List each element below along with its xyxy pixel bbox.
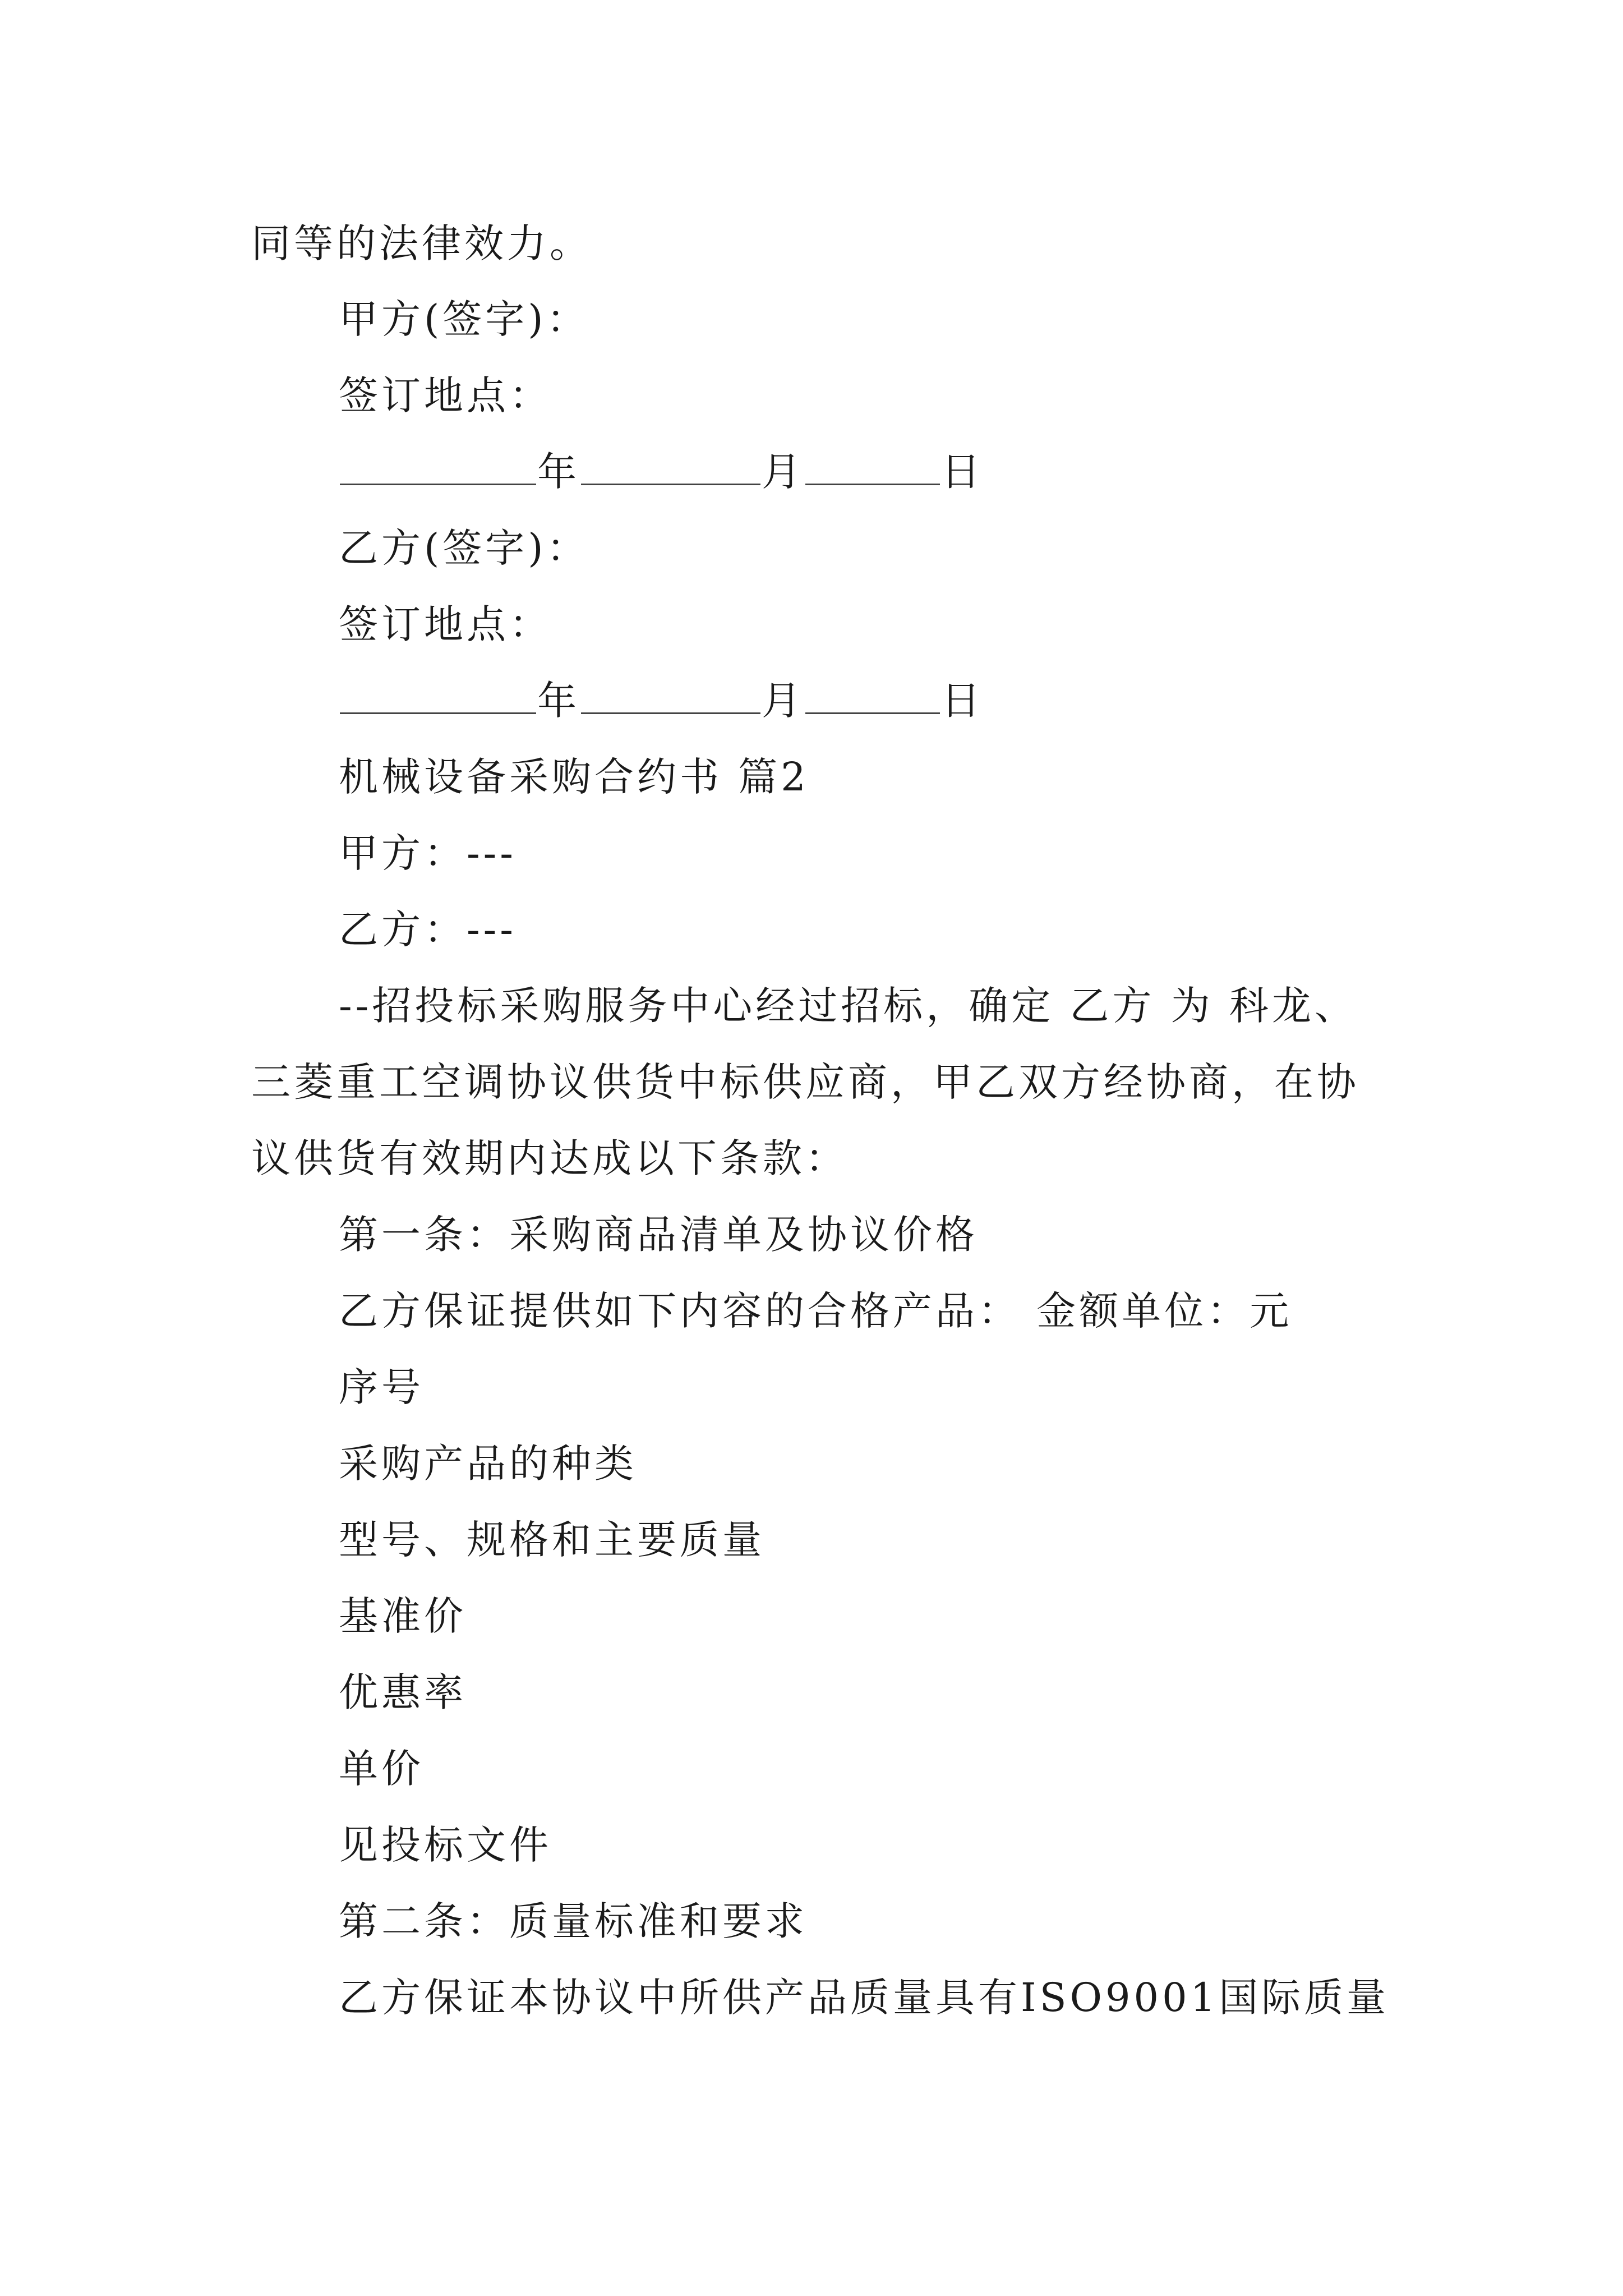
party-b-line: 乙方：--- (339, 907, 517, 953)
signing-place-label: 签订地点： (339, 372, 552, 418)
paragraph-line: 乙方保证提供如下内容的合格产品： 金额单位：元 (339, 1288, 1293, 1334)
table-header-cell: 基准价 (339, 1593, 467, 1639)
table-header-cell: 优惠率 (339, 1669, 467, 1715)
party-a-line: 甲方：--- (339, 830, 517, 876)
article-heading: 第二条：质量标准和要求 (339, 1898, 808, 1944)
month-label: 月 (762, 678, 804, 724)
year-label: 年 (537, 449, 580, 495)
month-blank (581, 680, 760, 714)
date-line (339, 662, 984, 739)
party-b-signature-label: 乙方(签字)： (339, 525, 589, 571)
article-heading: 第一条：采购商品清单及协议价格 (339, 1212, 978, 1258)
section-heading: 机械设备采购合约书 篇2 (339, 754, 809, 800)
table-header-cell: 型号、规格和主要质量 (339, 1517, 765, 1563)
day-blank (805, 680, 940, 714)
day-label: 日 (941, 449, 984, 495)
paragraph-line: --招投标采购服务中心经过招标，确定 乙方 为 科龙、 (339, 983, 1358, 1029)
paragraph-line: 乙方保证本协议中所供产品质量具有ISO9001国际质量 (339, 1975, 1390, 2021)
paragraph-line: 三菱重工空调协议供货中标供应商，甲乙双方经协商，在协 (251, 1059, 1359, 1105)
year-blank (340, 451, 536, 485)
year-label: 年 (537, 678, 580, 724)
date-line (339, 433, 984, 510)
paragraph-line: 议供货有效期内达成以下条款： (251, 1135, 848, 1181)
year-blank (340, 680, 536, 714)
month-blank (581, 451, 760, 485)
day-label: 日 (941, 678, 984, 724)
day-blank (805, 451, 940, 485)
table-header-cell: 单价 (339, 1746, 424, 1792)
table-header-cell: 采购产品的种类 (339, 1441, 637, 1487)
signing-place-label: 签订地点： (339, 601, 552, 647)
table-header-cell: 序号 (339, 1364, 424, 1410)
party-a-signature-label: 甲方(签字)： (339, 296, 589, 342)
table-cell: 见投标文件 (339, 1822, 552, 1868)
month-label: 月 (762, 449, 804, 495)
text-line: 同等的法律效力。 (251, 220, 592, 266)
